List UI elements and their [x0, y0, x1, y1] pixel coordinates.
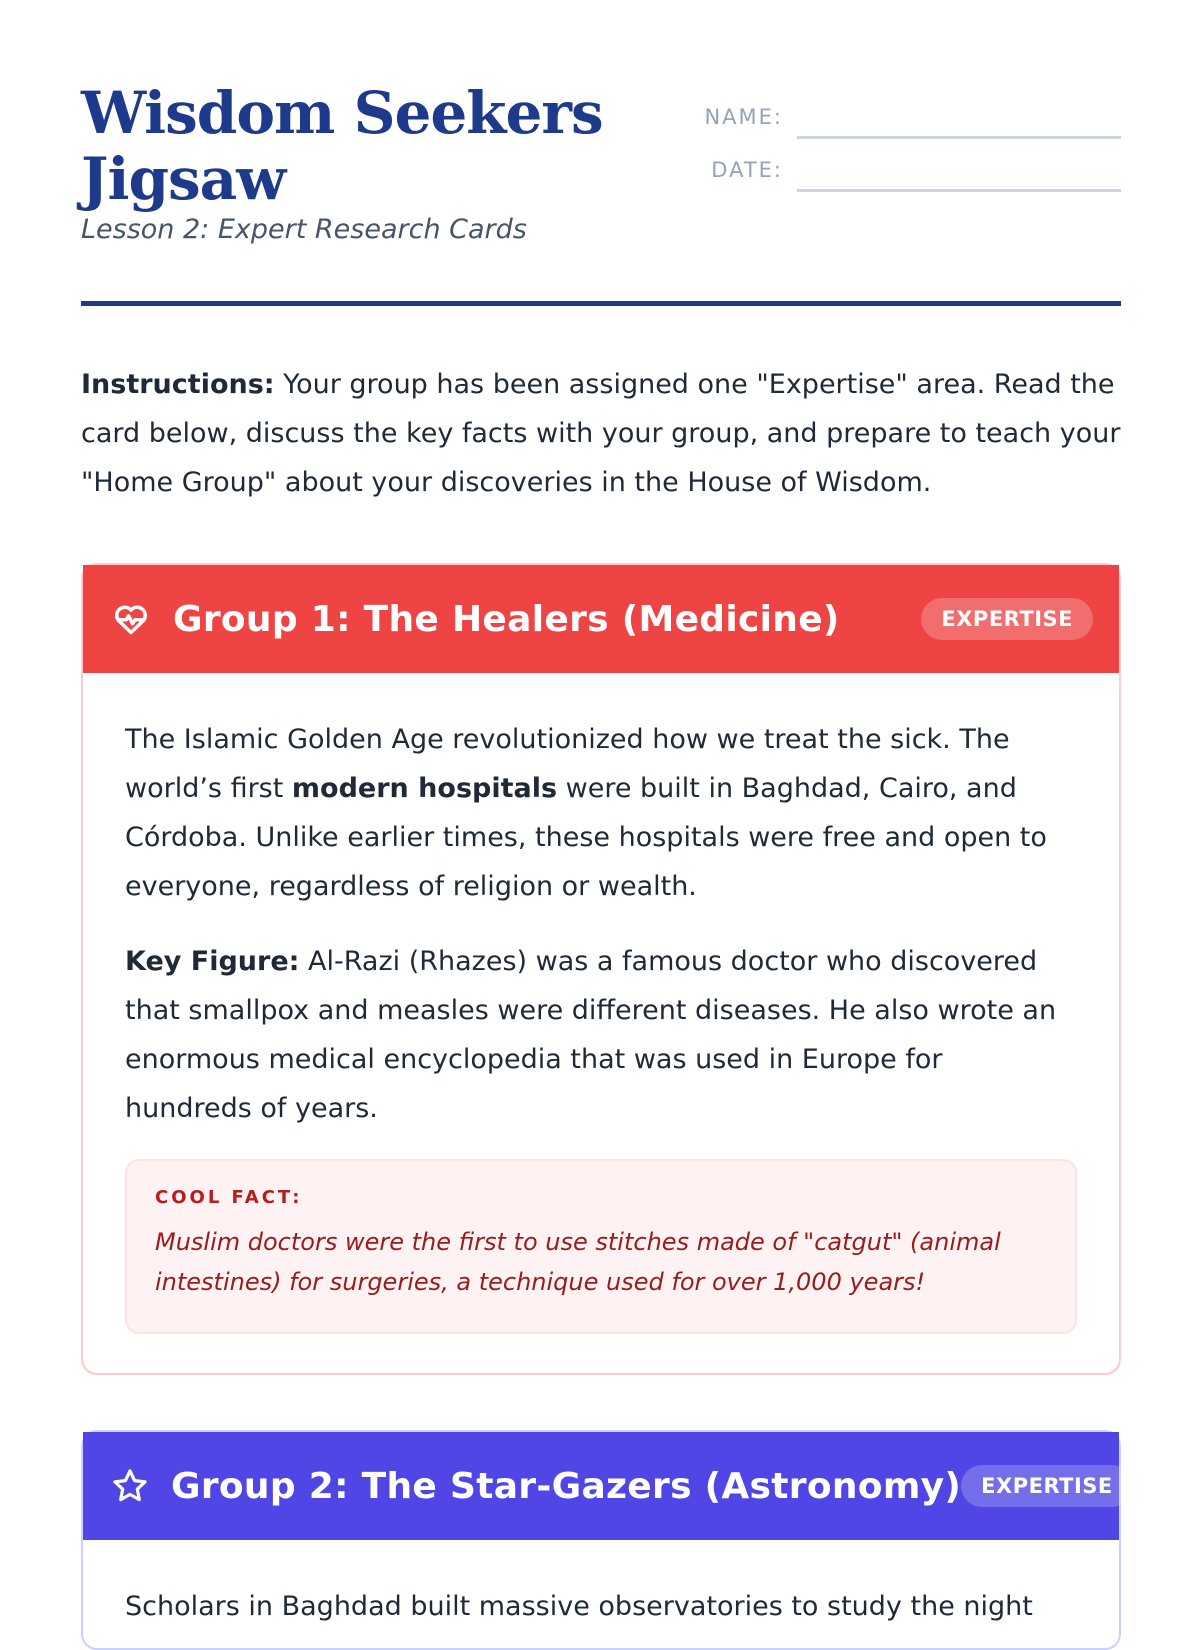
expert-card-astronomy — [81, 1430, 1121, 1650]
expert-card-medicine — [81, 563, 1121, 1375]
cool-fact-box — [125, 1159, 1077, 1334]
card-paragraph — [125, 715, 1077, 911]
cool-fact-text: Muslim doctors were the first to use stitches made of "catgut" (animal intestines) for surgeries, a technique used for over 1,000 years! — [155, 1228, 1001, 1296]
expertise-badge: EXPERTISE — [961, 1465, 1133, 1507]
key-figure-paragraph — [125, 937, 1077, 1133]
date-field — [701, 139, 1121, 192]
key-figure-label: Key Figure: — [125, 946, 300, 977]
key-figure-text: Al-Razi (Rhazes) was a famous doctor who discovered that smallpox and measles were different diseases. He also wrote an enormous medical encyclopedia that was used in Europe for hundreds of years. — [125, 946, 1057, 1124]
worksheet-header — [81, 80, 1121, 306]
name-input-line[interactable] — [797, 97, 1121, 139]
card-body — [83, 1540, 1119, 1631]
expertise-badge: EXPERTISE — [921, 598, 1093, 640]
card-header — [83, 1432, 1119, 1540]
date-label: DATE: — [711, 158, 783, 182]
header-divider — [81, 301, 1121, 306]
instructions-text: Your group has been assigned one "Expertise" area. Read the card below, discuss the key facts with your group, and prepare to teach your "Home Group" about your discoveries in the House of Wisdom. — [81, 369, 1121, 498]
para-text: The Islamic Golden Age revolutionized how we treat the sick. The world’s first — [125, 724, 1010, 804]
star-icon — [111, 1466, 149, 1506]
page-subtitle: Lesson 2: Expert Research Cards — [81, 214, 527, 245]
card-header — [83, 565, 1119, 673]
card-body — [83, 673, 1119, 1334]
para-text: were built in Baghdad, Cairo, and Córdoba. Unlike earlier times, these hospitals were free and open to everyone, regardless of religion or wealth. — [125, 773, 1047, 902]
instructions — [81, 360, 1121, 507]
heart-pulse-icon — [111, 599, 151, 639]
page-title: Wisdom Seekers Jigsaw — [81, 79, 603, 213]
name-label: NAME: — [704, 105, 783, 129]
card-title: Group 1: The Healers (Medicine) — [173, 598, 840, 640]
student-info-fields — [701, 86, 1121, 192]
para-highlight: modern hospitals — [291, 773, 558, 804]
date-input-line[interactable] — [797, 150, 1121, 192]
card-title: Group 2: The Star-Gazers (Astronomy) — [171, 1465, 962, 1507]
cool-fact-label: COOL FACT: — [155, 1187, 303, 1208]
card-paragraph: Scholars in Baghdad built massive observatories to study the night — [125, 1591, 1033, 1622]
name-field — [701, 86, 1121, 139]
instructions-label: Instructions: — [81, 369, 275, 400]
